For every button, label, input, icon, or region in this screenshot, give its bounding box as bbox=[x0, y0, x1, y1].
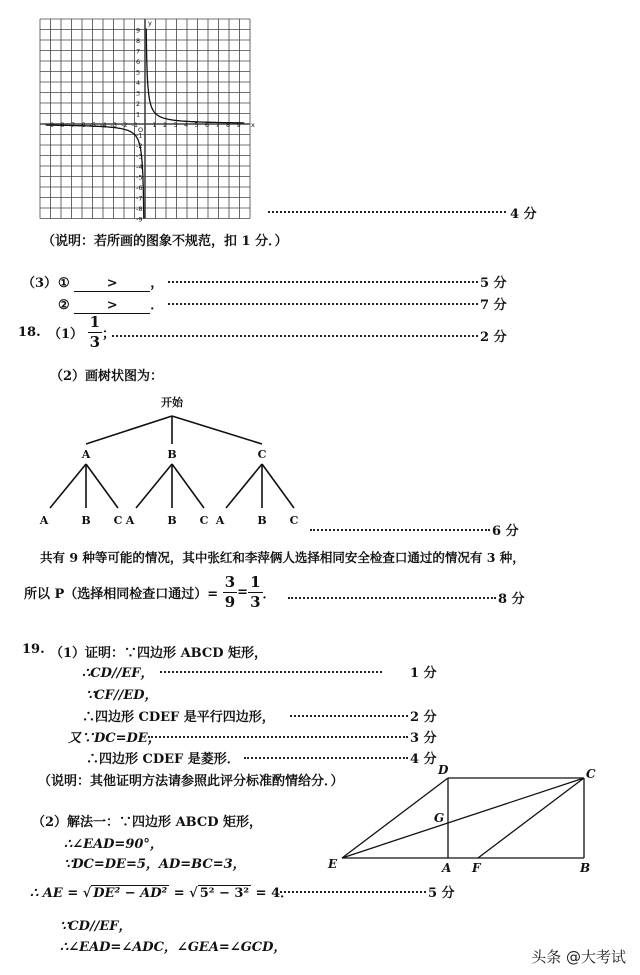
tree-level2-label: A bbox=[215, 514, 225, 527]
watermark: 头条 @大考试 bbox=[531, 948, 626, 966]
tree-level1-label: A bbox=[81, 448, 91, 461]
label-B: B bbox=[580, 861, 591, 875]
tree-level2-label: B bbox=[257, 514, 267, 527]
label-A: A bbox=[442, 861, 452, 875]
tree-level1-label: B bbox=[167, 448, 177, 461]
q18-part1-tail: ； bbox=[102, 327, 116, 342]
x-tick-label: -1 bbox=[131, 121, 138, 129]
label-G: G bbox=[434, 811, 445, 825]
q19-sqrt2-body: 5² − 3² bbox=[199, 886, 250, 901]
tree-branch-level2 bbox=[172, 464, 204, 508]
tree-level2-label: B bbox=[81, 514, 91, 527]
q19-line6: ∴四边形 CDEF 是菱形． bbox=[86, 752, 240, 767]
q19-sqrt1: √ DE² − AD² bbox=[82, 886, 168, 901]
graph-tick-labels bbox=[48, 19, 256, 224]
q18-part2: （2）画树状图为： bbox=[50, 369, 164, 384]
q3-label: （3） bbox=[22, 276, 58, 291]
q3-item1-leader bbox=[168, 281, 478, 283]
q3-item2-blank: > bbox=[74, 298, 150, 314]
q19-part2-line1: （2）解法一：∵四边形 ABCD 矩形， bbox=[32, 815, 263, 830]
q18-prob-den2: 3 bbox=[250, 593, 261, 611]
graph-grid bbox=[40, 19, 250, 219]
q19-line4: ∴四边形 CDEF 是平行四边形， bbox=[82, 710, 275, 725]
tree-branch-level2 bbox=[136, 464, 172, 508]
y-tick-label: -3 bbox=[136, 152, 143, 161]
q3-item2-tail: ． bbox=[150, 298, 164, 313]
tree-level2-label: C bbox=[289, 514, 299, 527]
q18-part1-score: 2 分 bbox=[480, 330, 507, 345]
tree-branch-level2 bbox=[50, 464, 86, 508]
curve-first-quadrant bbox=[146, 29, 244, 123]
label-F: F bbox=[472, 861, 481, 875]
tree-branch-level1 bbox=[86, 416, 172, 444]
x-tick-label: 4 bbox=[184, 121, 189, 129]
segment-FC bbox=[478, 778, 584, 858]
q18-prob-num1: 3 bbox=[224, 573, 236, 591]
y-tick-label: -9 bbox=[136, 215, 143, 224]
x-tick-label: -2 bbox=[121, 121, 128, 129]
y-tick-label: 1 bbox=[136, 110, 141, 119]
q18-part1 bbox=[48, 315, 115, 350]
q19-note: （说明：其他证明方法请参照此评分标准酌情给分．） bbox=[38, 774, 344, 789]
tree-level2-label: A bbox=[39, 514, 49, 527]
q3-item1-tail: ， bbox=[150, 276, 164, 291]
tree-level2-label: B bbox=[167, 514, 177, 527]
q19-line6-score: 4 分 bbox=[410, 752, 437, 767]
x-tick-label: -4 bbox=[100, 121, 107, 129]
segment-ED bbox=[342, 778, 448, 858]
q18-prob-prefix: 所以 P（选择相同检查口通过）= bbox=[24, 587, 219, 602]
tree-branches bbox=[50, 416, 294, 508]
q18-prob-num2: 1 bbox=[250, 573, 261, 591]
q18-part1-label: （1） bbox=[48, 327, 84, 342]
q19-line4-leader bbox=[290, 715, 408, 717]
y-axis-label: y bbox=[148, 19, 152, 27]
q3-item2-score: 7 分 bbox=[480, 298, 507, 313]
q3-item2-leader bbox=[168, 303, 478, 305]
q18-prob-leader bbox=[288, 597, 496, 599]
x-tick-label: -6 bbox=[79, 121, 86, 129]
y-tick-label: -2 bbox=[136, 142, 143, 150]
q18-part1-fraction bbox=[88, 315, 102, 350]
y-tick-label: 9 bbox=[136, 26, 141, 35]
q18-label: 18. bbox=[18, 325, 41, 340]
q19-line2-score: 1 分 bbox=[410, 666, 437, 681]
x-tick-label: 6 bbox=[205, 121, 210, 129]
q18-prob-tail: ． bbox=[262, 587, 276, 602]
q19-part2-line2: ∴∠EAD=90°， bbox=[64, 837, 163, 852]
q18-frac-den: 3 bbox=[89, 333, 101, 351]
y-tick-label: -7 bbox=[136, 194, 143, 203]
y-tick-label: -5 bbox=[136, 173, 143, 182]
y-tick-label: -4 bbox=[136, 163, 143, 171]
y-tick-label: -8 bbox=[136, 205, 143, 213]
x-tick-label: -3 bbox=[110, 121, 117, 129]
q19-ae-prefix: ∴ AE = bbox=[30, 886, 79, 901]
tree-diagram bbox=[30, 390, 320, 530]
q19-line3: ∵CF//ED， bbox=[86, 688, 158, 703]
q19-part2-line6: ∴∠EAD=∠ADC，∠GEA=∠GCD， bbox=[60, 940, 287, 955]
q19-line2-leader bbox=[160, 671, 382, 673]
q3-item1-blank: > bbox=[74, 276, 150, 292]
q19-line4-score: 2 分 bbox=[410, 710, 437, 725]
q3-item1-score: 5 分 bbox=[480, 276, 507, 291]
tree-branch-level2 bbox=[226, 464, 262, 508]
x-tick-label: 7 bbox=[215, 121, 220, 129]
x-tick-label: -8 bbox=[58, 121, 65, 129]
q18-frac-num: 1 bbox=[89, 313, 101, 331]
q19-ae-eq: = bbox=[173, 886, 185, 901]
function-graph bbox=[40, 14, 270, 224]
q18-prob-score: 8 分 bbox=[498, 592, 525, 607]
q19-line5-leader bbox=[148, 736, 408, 738]
q19-part2-line4-score: 5 分 bbox=[428, 886, 455, 901]
curve-third-quadrant bbox=[46, 125, 144, 218]
q19-part2-line4-leader bbox=[276, 891, 426, 893]
graph-score-leader bbox=[268, 211, 506, 213]
label-E: E bbox=[328, 857, 338, 871]
label-C: C bbox=[586, 767, 596, 781]
q3-item1 bbox=[58, 272, 163, 292]
segment-EC bbox=[342, 778, 584, 858]
label-D: D bbox=[438, 763, 449, 777]
x-tick-label: -5 bbox=[89, 121, 96, 129]
tree-level2-label: C bbox=[199, 514, 209, 527]
x-tick-label: -9 bbox=[47, 121, 54, 129]
x-tick-label: 8 bbox=[226, 121, 231, 129]
q19-line6-leader bbox=[244, 757, 408, 759]
q19-label: 19. bbox=[22, 642, 45, 657]
y-tick-label: 7 bbox=[136, 47, 141, 56]
geometry-figure bbox=[320, 760, 610, 880]
q3-item2-num: ② bbox=[58, 298, 70, 313]
x-tick-label: 2 bbox=[163, 121, 168, 129]
x-tick-label: 9 bbox=[236, 121, 241, 129]
q18-prob-frac2 bbox=[248, 575, 262, 610]
q19-ae-tail: = 4． bbox=[255, 886, 294, 901]
x-tick-label: 1 bbox=[152, 121, 157, 129]
q18-prob-den1: 9 bbox=[224, 593, 236, 611]
q19-part2-line3: ∵DC=DE=5，AD=BC=3， bbox=[64, 857, 246, 872]
tree-branch-level1 bbox=[172, 416, 262, 444]
x-tick-label: 5 bbox=[194, 121, 199, 129]
tree-labels bbox=[39, 395, 299, 527]
y-tick-label: 8 bbox=[136, 37, 141, 45]
tree-score-leader bbox=[310, 529, 490, 531]
tree-branch-level2 bbox=[262, 464, 294, 508]
q19-line2: ∴CD//EF， bbox=[82, 666, 154, 681]
x-tick-label: 3 bbox=[173, 121, 178, 129]
x-axis-label: x bbox=[251, 121, 255, 129]
note-graph: （说明：若所画的图象不规范，扣 1 分．） bbox=[42, 234, 288, 249]
tree-level2-label: A bbox=[125, 514, 135, 527]
q18-prob-eq: = bbox=[237, 585, 249, 600]
q18-prob-frac1 bbox=[223, 575, 237, 610]
tree-root-label: 开始 bbox=[161, 396, 183, 409]
y-tick-label: -6 bbox=[136, 184, 143, 192]
q19-sqrt2: √ 5² − 3² bbox=[189, 886, 250, 901]
tree-branch-level2 bbox=[86, 464, 118, 508]
q19-part2-line5: ∵CD//EF， bbox=[60, 919, 132, 934]
y-tick-label: 3 bbox=[136, 89, 141, 98]
q3-item2 bbox=[58, 294, 163, 314]
q19-line5-score: 3 分 bbox=[410, 731, 437, 746]
q19-part2-line4 bbox=[30, 882, 293, 901]
q18-part1-leader bbox=[112, 335, 478, 337]
graph-score: 4 分 bbox=[510, 207, 537, 222]
tree-level1-label: C bbox=[257, 448, 267, 461]
q19-line5: 又∵DC=DE， bbox=[68, 731, 161, 746]
origin-label: O bbox=[138, 126, 144, 134]
y-tick-label: -1 bbox=[136, 131, 143, 140]
tree-score: 6 分 bbox=[492, 524, 519, 539]
tree-level2-label: C bbox=[113, 514, 123, 527]
q19-line1: （1）证明：∵四边形 ABCD 矩形， bbox=[50, 646, 268, 661]
q18-probability bbox=[24, 575, 276, 610]
y-tick-label: 4 bbox=[136, 79, 141, 87]
q18-conclusion: 共有 9 种等可能的情况，其中张红和李萍俩人选择相同安全检查口通过的情况有 3 种， bbox=[40, 550, 525, 565]
y-tick-label: 6 bbox=[136, 58, 141, 66]
y-tick-label: 5 bbox=[136, 68, 141, 77]
y-tick-label: 2 bbox=[136, 100, 141, 108]
x-tick-label: -7 bbox=[68, 121, 75, 129]
q19-sqrt1-body: DE² − AD² bbox=[93, 886, 168, 901]
q3-item1-num: ① bbox=[58, 276, 70, 291]
